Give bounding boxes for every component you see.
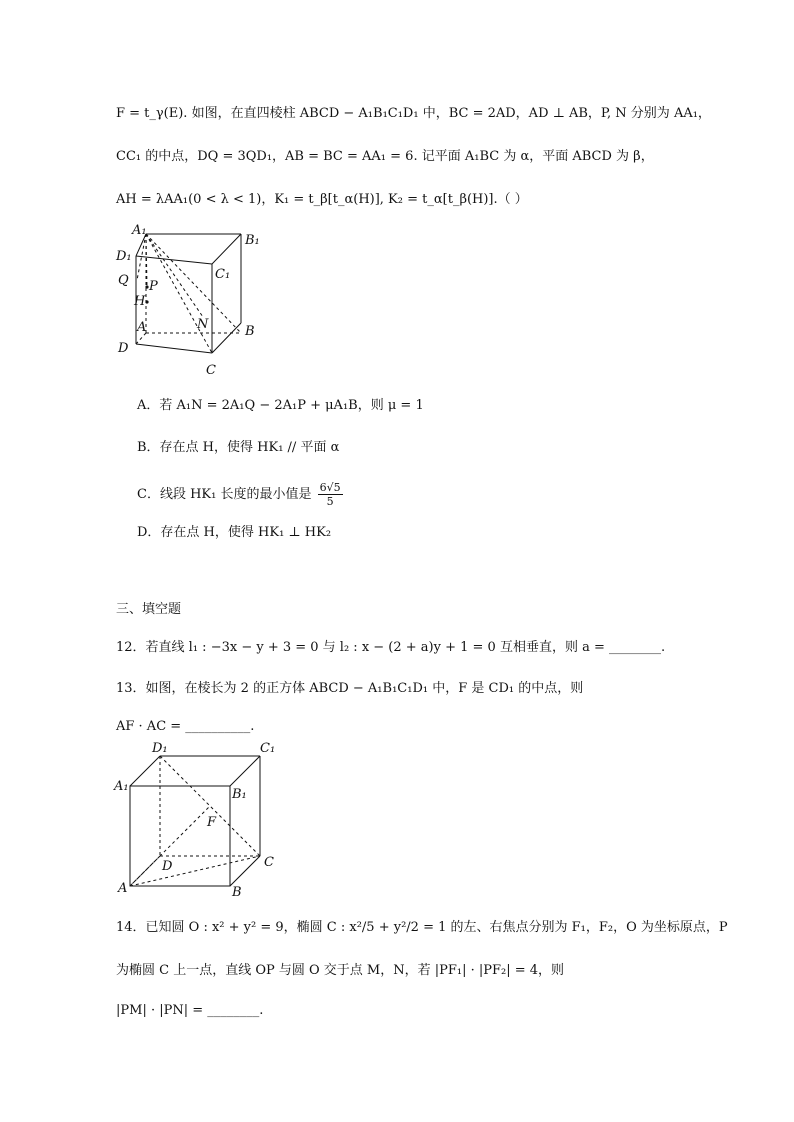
option-c	[137, 481, 343, 508]
problem13-line2: AF · AC = __________.	[116, 719, 255, 734]
option-c-text: C．线段 HK₁ 长度的最小值是	[137, 487, 312, 502]
problem11-line1: F = t_γ(E). 如图，在直四棱柱 ABCD − A₁B₁C₁D₁ 中，BC = 2AD，AD ⊥ AB，P, N 分别为 AA₁，	[116, 106, 711, 121]
label-n: N	[197, 317, 209, 332]
label-d: D	[162, 859, 173, 874]
option-d: D．存在点 H，使得 HK₁ ⊥ HK₂	[137, 525, 332, 540]
label-c1: C₁	[215, 267, 231, 282]
option-c-fraction	[318, 481, 343, 508]
label-d1: D₁	[152, 741, 168, 756]
label-c: C	[264, 855, 274, 870]
option-a: A．若 A₁N = 2A₁Q − 2A₁P + μA₁B，则 μ = 1	[137, 398, 424, 413]
label-q: Q	[118, 273, 129, 288]
prism-figure	[108, 222, 268, 382]
label-c1: C₁	[260, 741, 276, 756]
label-f: F	[207, 815, 217, 830]
problem14-line3: |PM| · |PN| = ________.	[116, 1003, 264, 1018]
option-b: B．存在点 H，使得 HK₁ // 平面 α	[137, 440, 340, 455]
problem13-line1: 13．如图，在棱长为 2 的正方体 ABCD − A₁B₁C₁D₁ 中，F 是 CD₁ 的中点，则	[116, 681, 584, 696]
problem12-text: 12．若直线 l₁ : −3x − y + 3 = 0 与 l₂ : x − (2 + a)y + 1 = 0 互相垂直，则 a = ________.	[116, 640, 666, 655]
fraction-denominator: 5	[326, 495, 334, 508]
label-a: A	[118, 881, 128, 896]
problem11-line2: CC₁ 的中点，DQ = 3QD₁，AB = BC = AA₁ = 6. 记平面 A₁BC 为 α，平面 ABCD 为 β，	[116, 149, 654, 164]
label-a: A	[137, 320, 147, 335]
problem14-line1: 14．已知圆 O : x² + y² = 9，椭圆 C : x²/5 + y²/2 = 1 的左、右焦点分别为 F₁，F₂，O 为坐标原点，P	[116, 920, 728, 935]
label-d1: D₁	[116, 249, 132, 264]
problem14-line2: 为椭圆 C 上一点，直线 OP 与圆 O 交于点 M，N，若 |PF₁| · |PF₂| = 4，则	[116, 963, 565, 978]
cube-figure	[108, 740, 288, 900]
section-heading: 三、填空题	[116, 602, 182, 617]
label-a1: A₁	[132, 223, 147, 238]
label-b: B	[245, 324, 255, 339]
label-c: C	[206, 363, 216, 378]
label-b1: B₁	[245, 233, 260, 248]
label-d: D	[118, 341, 129, 356]
label-b1: B₁	[232, 787, 247, 802]
point-h-dot	[145, 300, 148, 303]
label-p: P	[149, 279, 158, 294]
label-h: H	[134, 294, 146, 309]
fraction-numerator: 6√5	[319, 481, 341, 494]
problem11-line3: AH = λAA₁(0 < λ < 1)，K₁ = t_β[t_α(H)], K₂ = t_α[t_β(H)].（ ）	[116, 192, 528, 207]
label-b: B	[232, 885, 242, 900]
label-a1: A₁	[114, 779, 129, 794]
